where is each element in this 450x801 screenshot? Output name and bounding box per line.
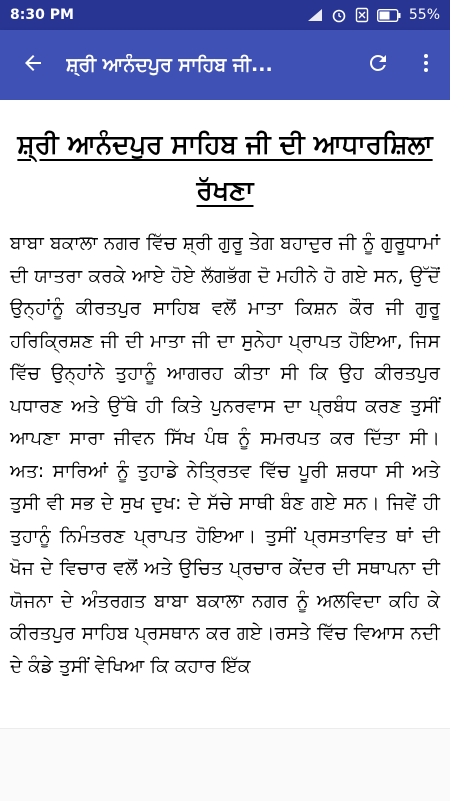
more-vert-icon [414,51,438,79]
back-button[interactable] [0,30,66,100]
more-options-button[interactable] [402,30,450,100]
battery-icon [377,9,401,22]
status-time: 8:30 PM [10,7,74,23]
refresh-button[interactable] [354,30,402,100]
status-bar [0,0,450,30]
refresh-icon [366,51,390,79]
app-bar [0,30,450,100]
article-content[interactable] [0,100,450,728]
signal-icon [307,8,323,22]
article-body: ਬਾਬਾ ਬਕਾਲਾ ਨਗਰ ਵਿੱਚ ਸ਼੍ਰੀ ਗੁਰੂ ਤੇਗ ਬਹਾਦੁਰ ਜੀ ਨੂੰ ਗੁਰੂਧਾਮਾਂ ਦੀ ਯਾਤਰਾ ਕਰਕੇ ਆਏ ਹੋਏ ਲੱਗਭੱਗ ਦੋ ਮਹੀਨੇ ਹੋ ਗਏ ਸਨ, ਉੱਦੋਂ ਉਨ੍ਹਾਂਨੂੰ ਕੀਰਤਪੁਰ ਸਾਹਿਬ ਵਲੋਂ ਮਾਤਾ ਕਿਸ਼ਨ ਕੌਰ ਜੀ ਗੁਰੂ ਹਰਿਕ੍ਰਿਸ਼ਣ ਜੀ ਦੀ ਮਾਤਾ ਜੀ ਦਾ ਸੁਨੇਹਾ ਪ੍ਰਾਪਤ ਹੋਇਆ, ਜਿਸ ਵਿੱਚ ਉਨ੍ਹਾਂਨੇ ਤੁਹਾਨੂੰ ਆਗਰਹ ਕੀਤਾ ਸੀ ਕਿ ਉਹ ਕੀਰਤਪੁਰ ਪਧਾਰਣ ਅਤੇ ਉੱਥੇ ਹੀ ਕਿਤੇ ਪੁਨਰਵਾਸ ਦਾ ਪ੍ਰਬੰਧ ਕਰਣ ਤੁਸੀਂ ਆਪਣਾ ਸਾਰਾ ਜੀਵਨ ਸਿੱਖ ਪੰਥ ਨੂੰ ਸਮਰਪਤ ਕਰ ਦਿੱਤਾ ਸੀ। ਅਤ: ਸਾਰਿਆਂ ਨੂੰ ਤੁਹਾਡੇ ਨੇਤ੍ਰਿਤਵ ਵਿੱਚ ਪੂਰੀ ਸ਼ਰਧਾ ਸੀ ਅਤੇ ਤੁਸੀ ਵੀ ਸਭ ਦੇ ਸੁਖ ਦੁਖ: ਦੇ ਸੱਚੇ ਸਾਥੀ ਬੰਣ ਗਏ ਸਨ। ਜਿਵੇਂ ਹੀ ਤੁਹਾਨੂੰ ਨਿਮੰਤਰਣ ਪ੍ਰਾਪਤ ਹੋਇਆ। ਤੁਸੀਂ ਪ੍ਰਸਤਾਵਿਤ ਥਾਂ ਦੀ ਖੋਜ ਦੇ ਵਿਚਾਰ ਵਲੋਂ ਅਤੇ ਉਚਿਤ ਪ੍ਰਚਾਰ ਕੇਂਦਰ ਦੀ ਸਥਾਪਨਾ ਦੀ ਯੋਜਨਾ ਦੇ ਅੰਤਰਗਤ ਬਾਬਾ ਬਕਾਲਾ ਨਗਰ ਨੂੰ ਅਲਵਿਦਾ ਕਹਿ ਕੇ ਕੀਰਤਪੁਰ ਸਾਹਿਬ ਪ੍ਰਸਥਾਨ ਕਰ ਗਏ।ਰਸਤੇ ਵਿੱਚ ਵਿਆਸ ਨਦੀ ਦੇ ਕੰਡੇ ਤੁਸੀਂ ਵੇਖਿਆ ਕਿ ਕਹਾਰ ਇੱਕ [10,233,440,677]
alarm-icon [331,7,347,23]
no-sim-icon [355,7,369,23]
article-heading: ਸ਼੍ਰੀ ਆਨੰਦਪੁਰ ਸਾਹਿਬ ਜੀ ਦੀ ਆਧਾਰਸ਼ਿਲਾ ਰੱਖਣਾ [17,130,433,206]
back-arrow-icon [21,51,45,79]
status-icons [307,7,440,23]
battery-percent: 55% [408,7,440,23]
app-bar-title: ਸ਼੍ਰੀ ਆਨੰਦਪੁਰ ਸਾਹਿਬ ਜੀ... [66,54,273,76]
bottom-panel [0,728,450,801]
